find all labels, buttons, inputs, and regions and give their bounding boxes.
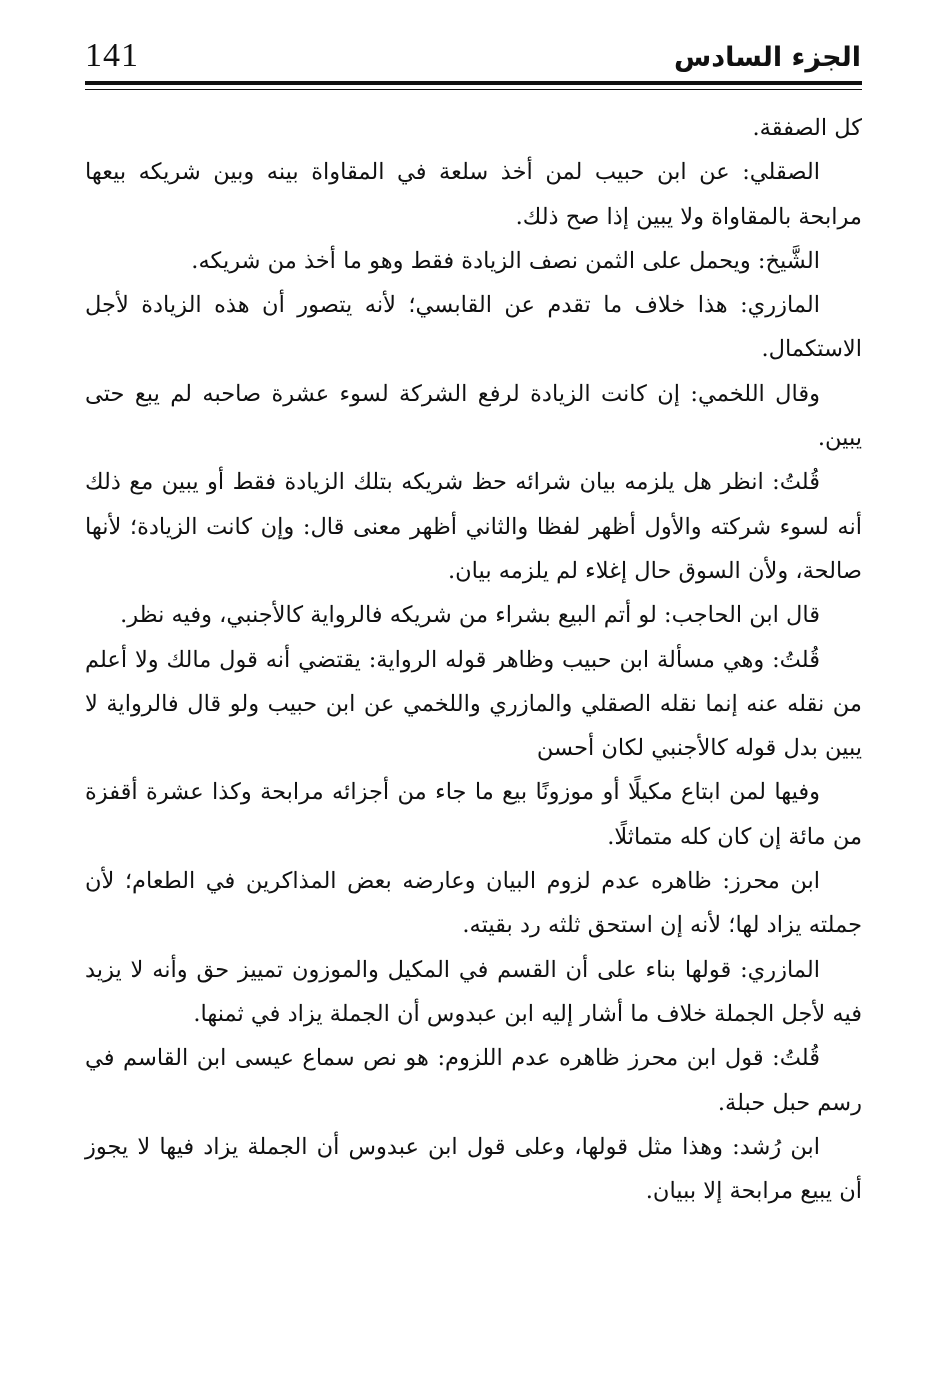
page-header [85, 34, 861, 84]
paragraph-11: المازري: قولها بناء على أن القسم في المكيل والموزون تمييز حق وأنه لا يزيد فيه لأجل الجملة خلاف ما أشار إليه ابن عبدوس أن الجملة يزاد في ثمنها. [85, 956, 862, 1027]
paragraph-10: ابن محرز: ظاهره عدم لزوم البيان وعارضه بعض المذاكرين في الطعام؛ لأن جملته يزاد لها؛ لأنه إن استحق ثلثه رد بقيته. [85, 868, 862, 939]
paragraph-8: قُلتُ: وهي مسألة ابن حبيب وظاهر قوله الرواية: يقتضي أنه قول مالك ولا أعلم من نقله عنه إنما نقله الصقلي والمازري واللخمي عن ابن حبيب ولو قال فالرواية لا يبين بدل قوله كالأجنبي لكان أحسن [85, 646, 862, 762]
paragraph-5: وقال اللخمي: إن كانت الزيادة لرفع الشركة لسوء عشرة صاحبه لم يبع حتى يبين. [85, 380, 862, 452]
paragraph-9: وفيها لمن ابتاع مكيلًا أو موزونًا بيع ما جاء من أجزائه مرابحة وكذا عشرة أقفزة من مائة إن كان كله متماثلًا. [85, 779, 862, 850]
header-rule-thin [85, 89, 862, 90]
paragraph-3: الشَّيخ: ويحمل على الثمن نصف الزيادة فقط وهو ما أخذ من شريكه. [191, 247, 820, 274]
running-title: الجزء السادس [674, 42, 861, 73]
paragraph-13: ابن رُشد: وهذا مثل قولها، وعلى قول ابن عبدوس أن الجملة يزاد فيها لا يجوز أن يبيع مرابحة إلا ببيان. [85, 1133, 862, 1205]
header-rule-thick [85, 81, 862, 85]
paragraph-12: قُلتُ: قول ابن محرز ظاهره عدم اللزوم: هو نص سماع عيسى ابن القاسم في رسم حبل حبلة. [85, 1045, 862, 1116]
paragraph-4: المازري: هذا خلاف ما تقدم عن القابسي؛ لأنه يتصور أن هذه الزيادة لأجل الاستكمال. [85, 292, 862, 363]
paragraph-2: الصقلي: عن ابن حبيب لمن أخذ سلعة في المقاواة بينه وبين شريكه بيعها مرابحة بالمقاواة ولا يبين إذا صح ذلك. [85, 159, 862, 230]
body-text [85, 106, 862, 1213]
paragraph-1: كل الصفقة. [752, 115, 862, 141]
paragraph-7: قال ابن الحاجب: لو أتم البيع بشراء من شريكه فالرواية كالأجنبي، وفيه نظر. [120, 602, 820, 629]
paragraph-6: قُلتُ: انظر هل يلزمه بيان شرائه حظ شريكه بتلك الزيادة فقط أو يبين مع ذلك أنه لسوء شركته والأول أظهر لفظا والثاني أظهر معنى قال: وإن كانت الزيادة؛ لأنها صالحة، ولأن السوق حال إغلاء لم يلزمه بيان. [85, 469, 862, 584]
page-number: 141 [85, 37, 139, 74]
